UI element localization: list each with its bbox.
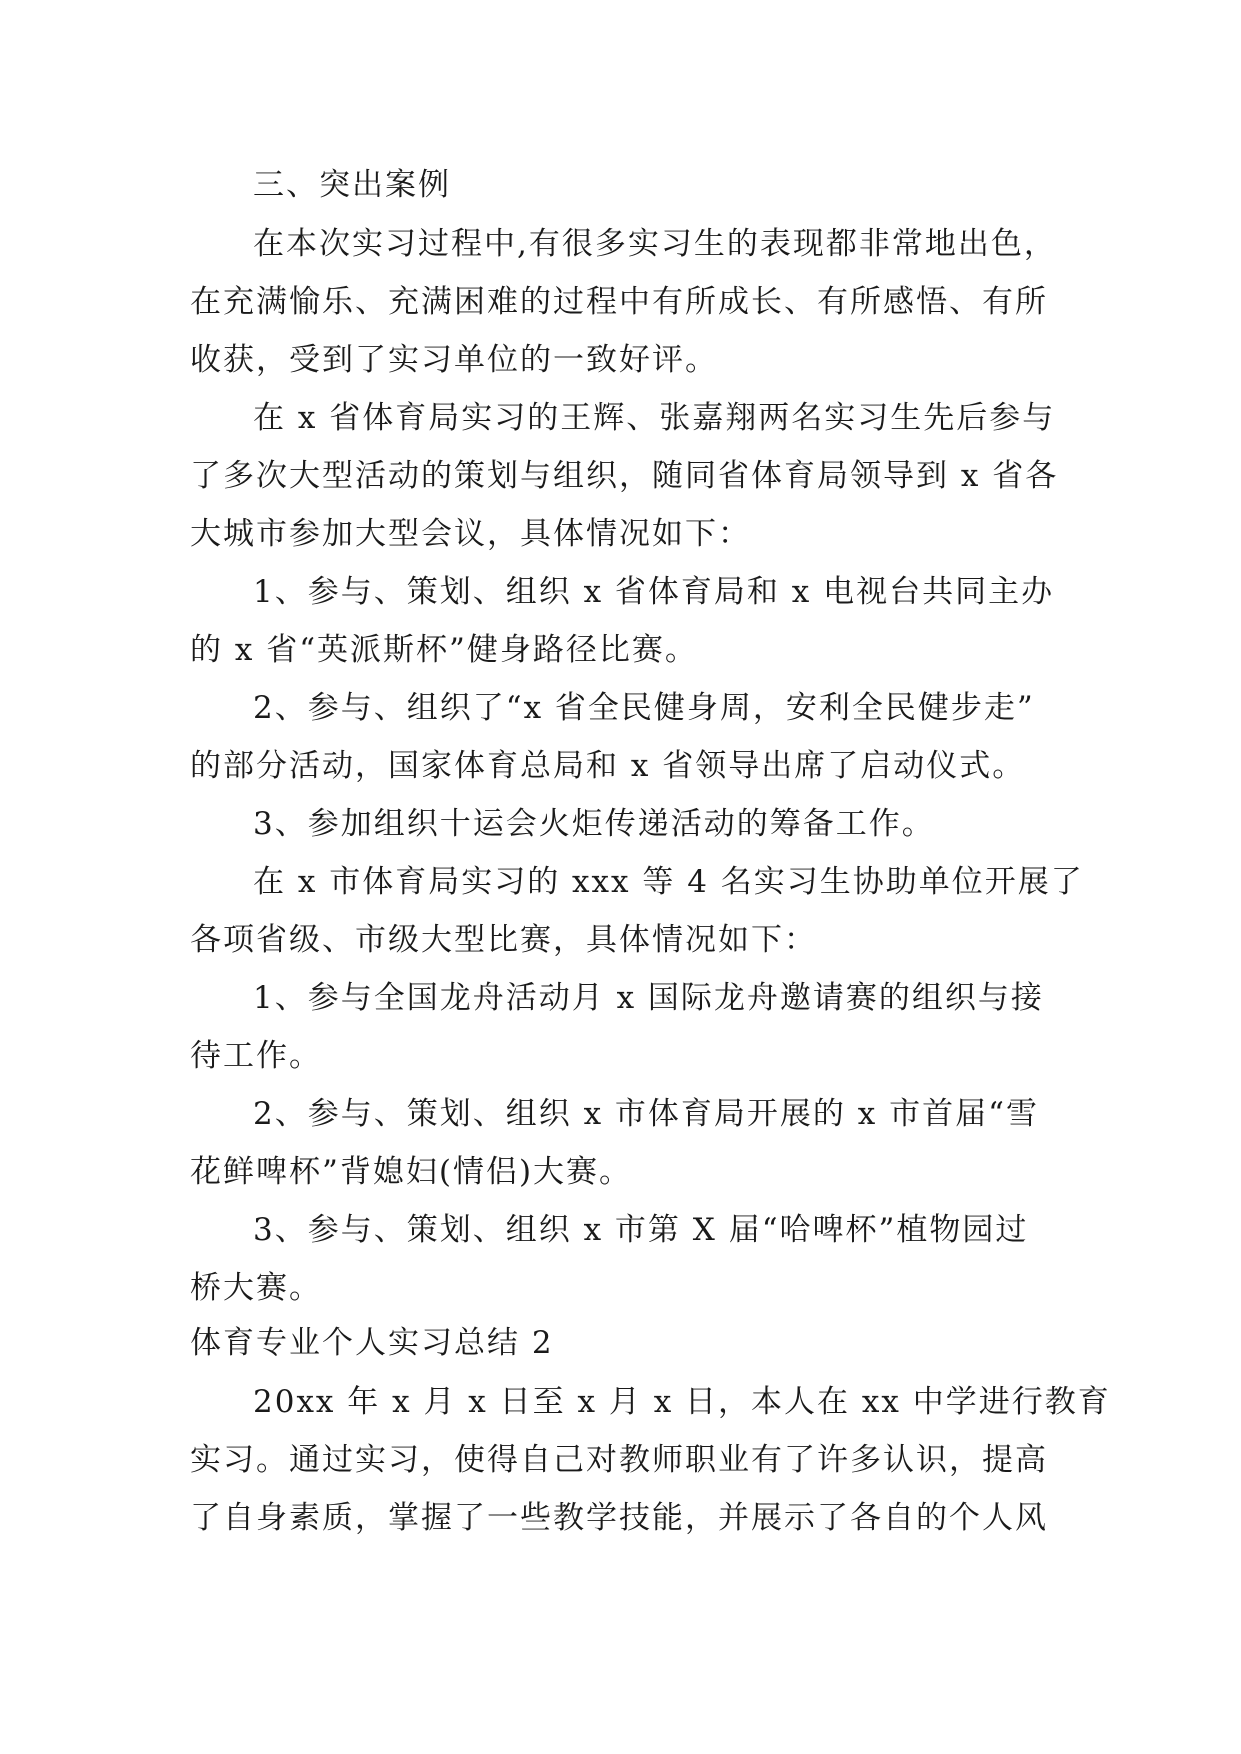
list-item-line: 的部分活动，国家体育总局和 x 省领导出席了启动仪式。 [190,748,1026,784]
list-item-line: 2、参与、策划、组织 x 市体育局开展的 x 市首届“雪 [253,1096,1039,1132]
list-item-line: 3、参加组织十运会火炬传递活动的筹备工作。 [253,806,935,842]
paragraph-line: 在 x 市体育局实习的 xxx 等 4 名实习生协助单位开展了 [253,864,1084,900]
paragraph-line: 各项省级、市级大型比赛，具体情况如下： [190,922,817,958]
list-item-line: 花鲜啤杯”背媳妇(情侣)大赛。 [190,1154,633,1190]
list-item-line: 1、参与全国龙舟活动月 x 国际龙舟邀请赛的组织与接 [253,980,1044,1016]
paragraph-line: 了多次大型活动的策划与组织，随同省体育局领导到 x 省各 [190,458,1059,494]
paragraph-line: 20xx 年 x 月 x 日至 x 月 x 日，本人在 xx 中学进行教育 [253,1384,1111,1420]
list-item-line: 3、参与、策划、组织 x 市第 X 届“哈啤杯”植物园过 [253,1212,1029,1248]
document-subtitle: 体育专业个人实习总结 2 [190,1325,554,1361]
list-item-line: 待工作。 [190,1038,322,1074]
paragraph-line: 在本次实习过程中,有很多实习生的表现都非常地出色， [253,226,1057,262]
paragraph-line: 在充满愉乐、充满困难的过程中有所成长、有所感悟、有所 [190,284,1048,320]
list-item-line: 2、参与、组织了“x 省全民健身周，安利全民健步走” [253,690,1035,726]
section-heading: 三、突出案例 [253,167,451,203]
paragraph-line: 在 x 省体育局实习的王辉、张嘉翔两名实习生先后参与 [253,400,1056,436]
paragraph-line: 大城市参加大型会议，具体情况如下： [190,516,751,552]
paragraph-line: 了自身素质，掌握了一些教学技能，并展示了各自的个人风 [190,1500,1048,1536]
list-item-line: 1、参与、策划、组织 x 省体育局和 x 电视台共同主办 [253,574,1055,610]
list-item-line: 桥大赛。 [190,1270,322,1306]
paragraph-line: 实习。通过实习，使得自己对教师职业有了许多认识，提高 [190,1442,1048,1478]
paragraph-line: 收获，受到了实习单位的一致好评。 [190,342,718,378]
list-item-line: 的 x 省“英派斯杯”健身路径比赛。 [190,632,698,668]
